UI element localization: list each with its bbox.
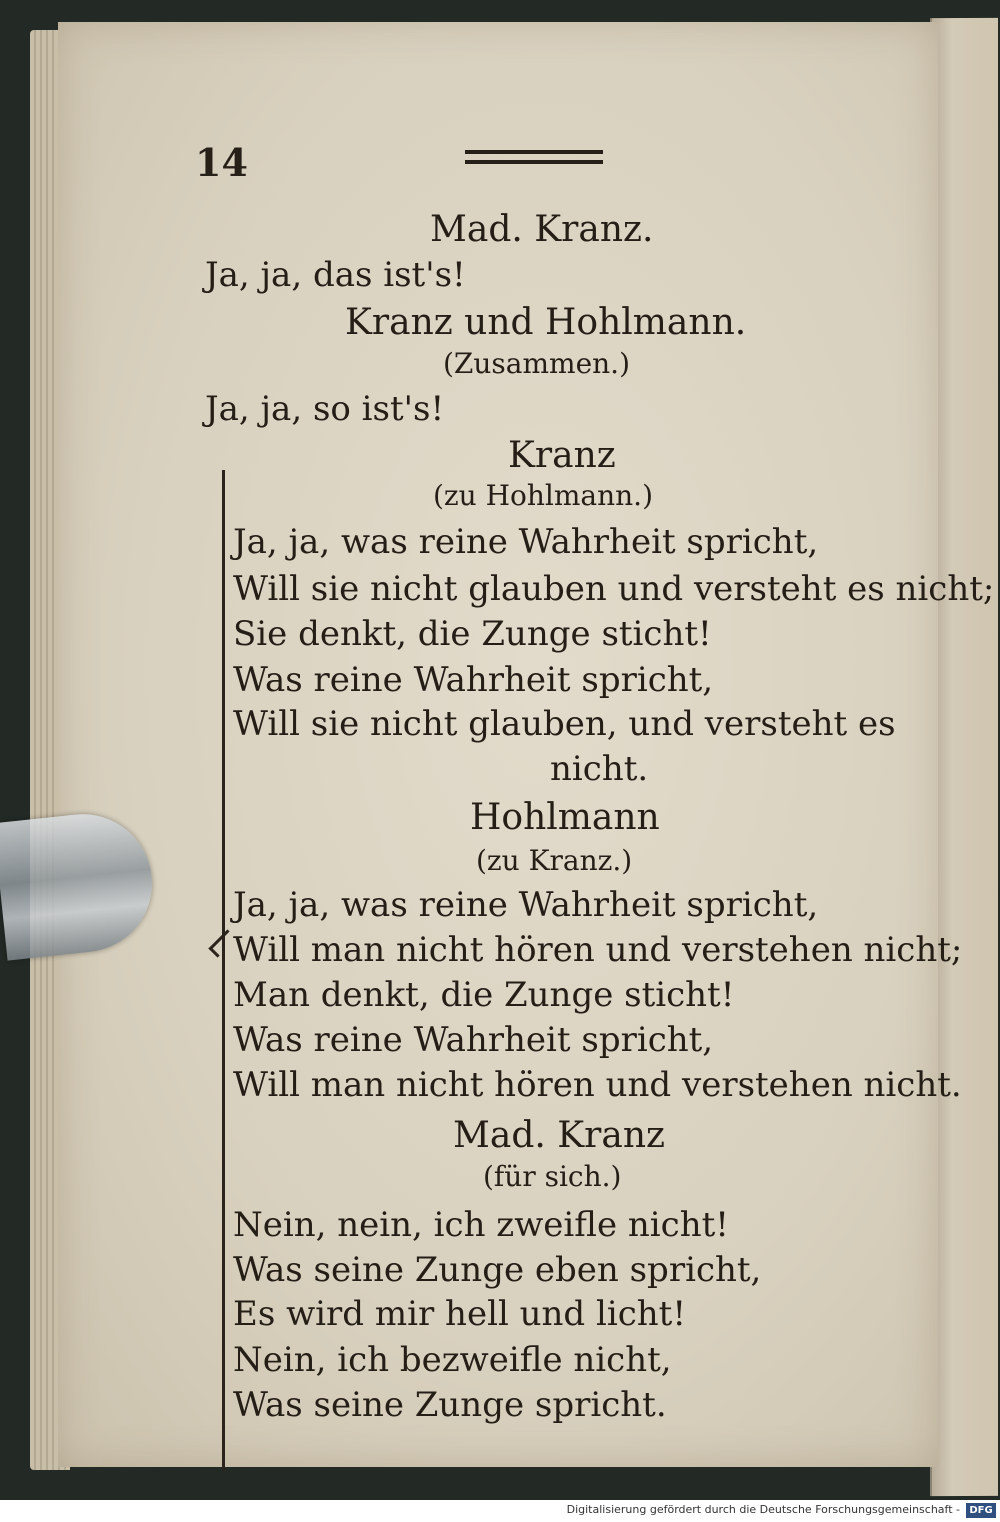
verse-line: Was reine Wahrheit spricht, bbox=[233, 1020, 714, 1060]
verse-line: Will sie nicht glauben und versteht es nicht; bbox=[233, 569, 995, 609]
verse-line: Nein, nein, ich zweifle nicht! bbox=[233, 1205, 729, 1245]
verse-line: Ja, ja, so ist's! bbox=[205, 389, 445, 429]
footer-bar bbox=[0, 1500, 1000, 1522]
verse-line: Ja, ja, was reine Wahrheit spricht, bbox=[233, 522, 819, 562]
verse-line: Will man nicht hören und verstehen nicht; bbox=[233, 930, 963, 970]
page-number: 14 bbox=[195, 140, 248, 185]
verse-line: Man denkt, die Zunge sticht! bbox=[233, 975, 735, 1015]
verse-line: Will man nicht hören und verstehen nicht. bbox=[233, 1065, 962, 1105]
verse-bracket bbox=[222, 470, 233, 1470]
verse-line: Will sie nicht glauben, und versteht es bbox=[233, 704, 896, 744]
speaker-name: Kranz und Hohlmann. bbox=[345, 302, 747, 343]
verse-line: Was reine Wahrheit spricht, bbox=[233, 660, 714, 700]
verse-line: Ja, ja, das ist's! bbox=[205, 255, 466, 295]
header-double-rule bbox=[465, 150, 603, 164]
footer-credit: Digitalisierung gefördert durch die Deutsche Forschungsgemeinschaft - bbox=[566, 1503, 960, 1516]
stage-direction: (Zusammen.) bbox=[443, 347, 631, 380]
verse-line: Ja, ja, was reine Wahrheit spricht, bbox=[233, 885, 819, 925]
verse-line: Sie denkt, die Zunge sticht! bbox=[233, 614, 712, 654]
verse-line: Nein, ich bezweifle nicht, bbox=[233, 1340, 672, 1380]
stage-direction: (für sich.) bbox=[483, 1160, 622, 1193]
stage-direction: (zu Kranz.) bbox=[476, 844, 633, 877]
verse-line: Was seine Zunge eben spricht, bbox=[233, 1250, 762, 1290]
verse-line: Was seine Zunge spricht. bbox=[233, 1385, 667, 1425]
speaker-name: Mad. Kranz. bbox=[430, 209, 654, 250]
verse-line: Es wird mir hell und licht! bbox=[233, 1294, 687, 1334]
speaker-name: Kranz bbox=[508, 435, 616, 476]
speaker-name: Hohlmann bbox=[470, 797, 660, 838]
stage-direction: (zu Hohlmann.) bbox=[433, 479, 654, 512]
speaker-name: Mad. Kranz bbox=[453, 1115, 665, 1156]
dfg-logo: DFG bbox=[966, 1503, 996, 1518]
facing-page-edge bbox=[930, 18, 998, 1496]
verse-line: nicht. bbox=[550, 749, 649, 789]
